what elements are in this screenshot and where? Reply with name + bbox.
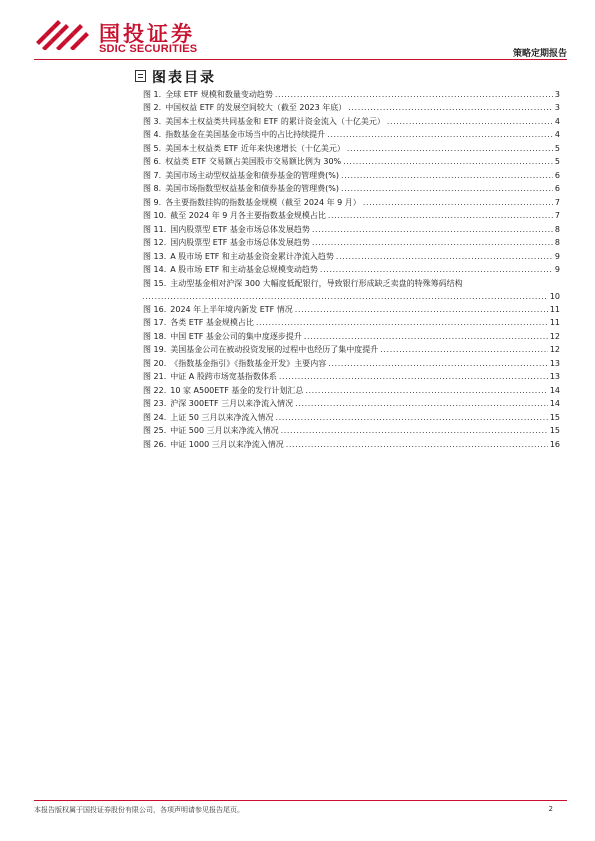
toc-entry-title: 中国 ETF 基金公司的集中度逐步提升 — [170, 331, 302, 341]
toc-entry[interactable] — [143, 196, 560, 210]
toc-entry[interactable] — [143, 330, 560, 344]
toc-entry-leader — [387, 117, 553, 127]
report-type: 策略定期报告 — [512, 49, 567, 59]
toc-entry[interactable] — [143, 264, 560, 278]
toc-entry[interactable] — [143, 183, 560, 197]
toc-entry-title: 指数基金在美国基金市场当中的占比持续提升 — [165, 130, 326, 140]
toc-entry-page: 8 — [554, 224, 560, 234]
toc-entry-title: 国内股票型 ETF 基金市场总体发展趋势 — [170, 238, 310, 248]
page-number: 2 — [548, 805, 553, 813]
toc-entry-title: 各主要指数挂钩的指数基金规模（截至 2024 年 9 月） — [165, 197, 361, 207]
toc-entry-title: 美国市场主动型权益基金和债券基金的管理费(%) — [165, 170, 340, 180]
page-header — [0, 0, 595, 64]
toc-entry-label: 图 9. — [143, 197, 162, 207]
toc-entry-page: 15 — [549, 412, 560, 422]
toc-entry-title: 美国基金公司在被动投资发展的过程中也经历了集中度提升 — [170, 345, 379, 355]
toc-entry[interactable] — [143, 88, 560, 102]
toc-entry-leader — [279, 372, 548, 382]
toc-entry-title: 截至 2024 年 9 月各主要指数基金规模占比 — [170, 211, 326, 221]
toc-entry-leader — [380, 345, 548, 355]
toc-entry-leader — [305, 386, 547, 396]
toc-entry[interactable] — [143, 411, 560, 425]
toc-entry[interactable] — [143, 277, 560, 303]
toc-entry-leader — [341, 171, 553, 181]
toc-entry-label: 图 3. — [143, 116, 162, 126]
toc-entry-page: 4 — [554, 116, 560, 126]
toc-entry-leader — [304, 332, 548, 342]
toc-entry-leader — [348, 103, 553, 113]
toc-entry-label: 图 19. — [143, 345, 167, 355]
toc-entry-page: 14 — [549, 385, 560, 395]
toc-entry-label: 图 21. — [143, 372, 167, 382]
toc-entry-title: 美国本土权益类共同基金和 ETF 的累计资金流入（十亿美元） — [165, 116, 385, 126]
toc-entry-label: 图 5. — [143, 143, 162, 153]
toc-entry[interactable] — [143, 102, 560, 116]
toc-entry[interactable] — [143, 237, 560, 251]
toc-entry-label: 图 6. — [143, 157, 162, 167]
toc-entry-label: 图 12. — [143, 238, 167, 248]
toc-entry-leader — [295, 399, 548, 409]
toc-entry[interactable] — [143, 384, 560, 398]
toc-entry-page: 3 — [554, 103, 560, 113]
toc-entry-label: 图 22. — [143, 385, 167, 395]
toc-entry-label: 图 25. — [143, 426, 167, 436]
logo-english-name: SDIC SECURITIES — [99, 43, 198, 55]
toc-entry-page: 14 — [549, 399, 560, 409]
toc-entry-title: 沪深 300ETF 三月以来净流入情况 — [170, 399, 294, 409]
toc-entry-label: 图 4. — [143, 130, 162, 140]
logo-chinese-name: 国投证券 — [99, 22, 195, 46]
toc-list — [143, 88, 560, 452]
toc-entry-page: 6 — [554, 170, 560, 180]
toc-entry-leader — [143, 292, 548, 302]
toc-entry-leader — [327, 130, 553, 140]
toc-entry-leader — [286, 440, 548, 450]
toc-entry-label: 图 26. — [143, 439, 167, 449]
toc-entry[interactable] — [143, 303, 560, 317]
toc-entry-title: 10 家 A500ETF 基金的发行计划汇总 — [170, 385, 304, 395]
toc-entry-leader — [312, 238, 553, 248]
toc-entry-leader — [312, 225, 553, 235]
toc-entry-title: A 股市场 ETF 和主动基金总规模变动趋势 — [170, 265, 318, 275]
toc-entry-title: 中证 A 股跨市场宽基指数体系 — [170, 372, 277, 382]
toc-entry[interactable] — [143, 438, 560, 452]
toc-entry-title: 2024 年上半年境内新发 ETF 情况 — [170, 304, 293, 314]
toc-entry-label: 图 2. — [143, 103, 162, 113]
toc-entry-title: 美国本土权益类 ETF 近年来快速增长（十亿美元） — [165, 143, 345, 153]
toc-entry-leader — [343, 157, 553, 167]
toc-entry-label: 图 8. — [143, 184, 162, 194]
toc-entry-leader — [256, 318, 548, 328]
toc-entry-label: 图 23. — [143, 399, 167, 409]
toc-entry-title: A 股市场 ETF 和主动基金资金累计净流入趋势 — [170, 251, 334, 261]
toc-entry-page: 8 — [554, 238, 560, 248]
toc-entry-title: 中证 1000 三月以来净流入情况 — [170, 439, 284, 449]
toc-entry[interactable] — [143, 398, 560, 412]
toc-entry-leader — [341, 184, 553, 194]
toc-entry-leader — [320, 265, 553, 275]
toc-entry-leader — [347, 144, 553, 154]
toc-entry-page: 3 — [554, 89, 560, 99]
toc-entry-label: 图 14. — [143, 265, 167, 275]
toc-entry-page: 15 — [549, 426, 560, 436]
toc-entry-page: 12 — [549, 331, 560, 341]
toc-entry[interactable] — [143, 223, 560, 237]
toc-entry-page: 4 — [554, 130, 560, 140]
toc-entry-label: 图 16. — [143, 304, 167, 314]
toc-entry-title: 《指数基金指引》《指数基金开发》主要内容 — [170, 358, 327, 368]
toc-entry-page: 5 — [554, 143, 560, 153]
footer-disclaimer: 本报告版权属于国投证券股份有限公司，各项声明请参见报告尾页。 — [34, 806, 244, 814]
toc-entry-title: 权益类 ETF 交易额占美国股市交易额比例为 30% — [165, 157, 342, 167]
toc-entry-label: 图 17. — [143, 318, 167, 328]
toc-entry[interactable] — [143, 129, 560, 143]
toc-entry[interactable] — [143, 357, 560, 371]
toc-entry[interactable] — [143, 169, 560, 183]
toc-entry[interactable] — [143, 371, 560, 385]
company-logo — [34, 18, 198, 58]
toc-entry-title: 各类 ETF 基金规模占比 — [170, 318, 254, 328]
toc-entry[interactable] — [143, 425, 560, 439]
toc-entry-page: 5 — [554, 157, 560, 167]
logo-grid-icon — [34, 20, 94, 50]
toc-entry-page: 11 — [549, 304, 560, 314]
toc-entry-title: 中国权益 ETF 的发展空间较大（截至 2023 年底） — [165, 103, 347, 113]
toc-entry-title: 上证 50 三月以来净流入情况 — [170, 412, 274, 422]
toc-entry[interactable] — [143, 250, 560, 264]
toc-entry-label: 图 24. — [143, 412, 167, 422]
toc-entry[interactable] — [143, 156, 560, 170]
toc-entry-leader — [328, 359, 548, 369]
toc-entry-leader — [336, 252, 553, 262]
toc-entry[interactable] — [143, 142, 560, 156]
toc-entry-page: 11 — [549, 318, 560, 328]
toc-entry-leader — [363, 198, 553, 208]
toc-entry-page: 6 — [554, 184, 560, 194]
list-icon — [135, 70, 146, 82]
toc-entry-label: 图 10. — [143, 211, 167, 221]
toc-entry-title: 全球 ETF 规模和数量变动趋势 — [165, 89, 273, 99]
toc-entry[interactable] — [143, 317, 560, 331]
toc-entry-page: 10 — [549, 291, 560, 301]
toc-entry[interactable] — [143, 115, 560, 129]
toc-entry-label: 图 20. — [143, 358, 167, 368]
toc-entry-leader — [275, 90, 553, 100]
toc-entry-label: 图 7. — [143, 170, 162, 180]
toc-entry-leader — [295, 305, 548, 315]
toc-entry-title: 主动型基金相对沪深 300 大幅度低配银行，导致银行形成缺乏卖盘的特殊筹码结构 — [170, 278, 463, 288]
header-divider — [34, 59, 567, 60]
toc-entry-page: 13 — [549, 358, 560, 368]
toc-entry-page: 7 — [554, 211, 560, 221]
toc-entry-page: 9 — [554, 251, 560, 261]
toc-entry-leader — [281, 426, 548, 436]
toc-entry-leader — [276, 413, 548, 423]
toc-entry-label: 图 15. — [143, 278, 167, 288]
toc-entry-page: 13 — [549, 372, 560, 382]
footer-divider — [34, 800, 567, 801]
toc-entry-title: 国内股票型 ETF 基金市场总体发展趋势 — [170, 224, 310, 234]
toc-entry-label: 图 18. — [143, 331, 167, 341]
toc-entry-leader — [328, 211, 553, 221]
toc-entry-label: 图 11. — [143, 224, 167, 234]
toc-entry[interactable] — [143, 210, 560, 224]
toc-title: 图表目录 — [152, 70, 216, 86]
toc-entry-title: 美国市场指数型权益基金和债券基金的管理费(%) — [165, 184, 340, 194]
toc-entry-label: 图 1. — [143, 89, 162, 99]
toc-entry-page: 16 — [549, 439, 560, 449]
toc-entry-page: 12 — [549, 345, 560, 355]
toc-entry-page: 9 — [554, 265, 560, 275]
toc-entry[interactable] — [143, 344, 560, 358]
toc-entry-title: 中证 500 三月以来净流入情况 — [170, 426, 279, 436]
toc-entry-label: 图 13. — [143, 251, 167, 261]
toc-entry-page: 7 — [554, 197, 560, 207]
